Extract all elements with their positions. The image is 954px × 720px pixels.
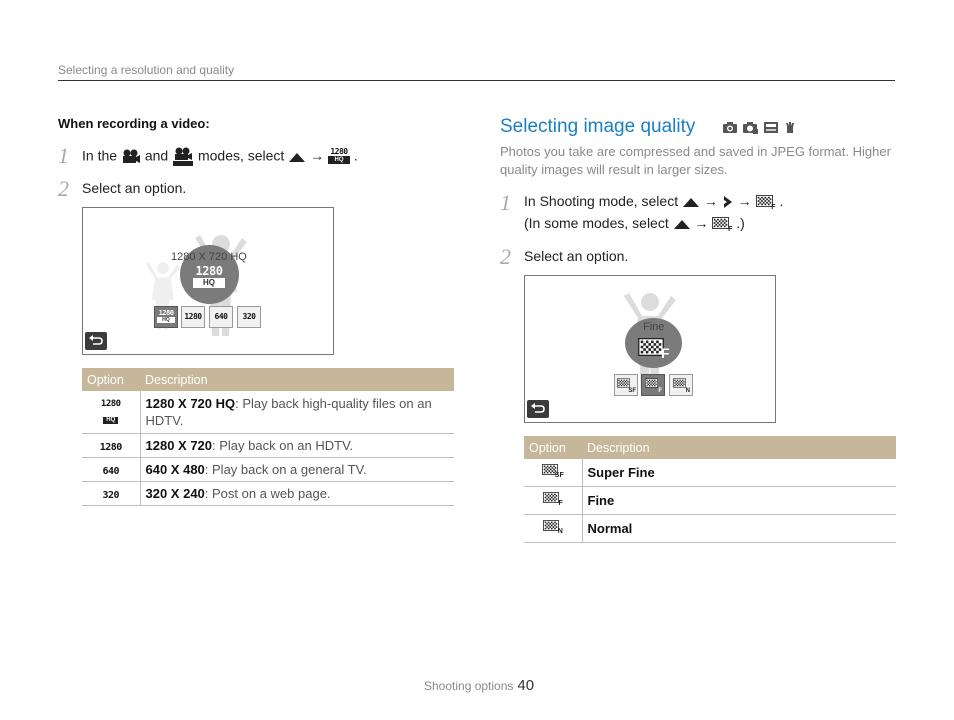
col-description: Description (140, 368, 454, 391)
screen-caption: 1280 X 720 HQ (171, 251, 247, 263)
step-text: In the (82, 147, 118, 164)
option-label: 1280 X 720 (145, 438, 213, 453)
table-row (524, 515, 896, 543)
table-row (82, 458, 454, 482)
quality-grid-icon (617, 378, 630, 388)
col-option: Option (524, 436, 582, 459)
quality-grid-icon (673, 378, 686, 388)
mode-icons (722, 120, 797, 139)
footer-section: Shooting options (424, 679, 514, 693)
option-label: 1280 X 720 HQ (145, 396, 236, 411)
table-row (524, 459, 896, 487)
step-text: (In some modes, select (524, 215, 669, 231)
right-step-2-text: Select an option. (524, 248, 629, 264)
table-row (82, 391, 454, 434)
step-number: 1 (500, 190, 511, 215)
option-description: : Play back high-quality files on an HDTV. (145, 396, 432, 428)
fine-icon: F (524, 487, 582, 515)
quality-fine-icon: F (712, 217, 732, 232)
step-text: In Shooting mode, select (524, 193, 679, 209)
table-row (82, 482, 454, 506)
right-step-1-line-1: In Shooting mode, select → → F . (524, 193, 784, 211)
footer (424, 677, 534, 694)
video-resolution-table (82, 368, 454, 506)
step-number: 2 (500, 244, 511, 269)
chevron-right-icon (722, 195, 734, 209)
option-640[interactable]: 640 (209, 306, 233, 328)
quality-letter: F (661, 345, 670, 361)
option-description: : Play back on an HDTV. (212, 438, 354, 453)
col-option: Option (82, 368, 140, 391)
option-label: 640 X 480 (145, 462, 205, 477)
back-button[interactable] (527, 400, 549, 418)
smart-movie-mode-icon (172, 147, 194, 167)
1280-icon: 1280 (82, 434, 140, 458)
left-step-2 (58, 176, 69, 202)
quality-fine-icon: F (756, 195, 776, 210)
step-number: 1 (58, 143, 69, 168)
back-arrow-icon (527, 400, 549, 418)
table-row (524, 487, 896, 515)
option-320[interactable]: 320 (237, 306, 261, 328)
arrow-glyph: → (694, 215, 709, 231)
option-normal[interactable]: N (669, 374, 693, 396)
option-label: Super Fine (587, 465, 655, 480)
step-number: 2 (58, 176, 69, 201)
right-step-2 (500, 244, 511, 270)
table-row (82, 434, 454, 458)
left-step-1 (58, 143, 69, 169)
option-fine[interactable]: F (641, 374, 665, 396)
col-description: Description (582, 436, 896, 459)
option-1280-hq[interactable]: 1280 HQ (154, 306, 178, 328)
option-label: 320 X 240 (145, 486, 205, 501)
page-number: 40 (517, 677, 535, 694)
super-fine-icon: SF (524, 459, 582, 487)
camera-icon (722, 121, 738, 134)
left-step-1-text: In the and modes, select → 1280 HQ . (82, 147, 358, 167)
section-title: Selecting image quality (500, 116, 696, 137)
left-step-2-text: Select an option. (82, 180, 187, 196)
1280-hq-icon: 1280 HQ (82, 391, 140, 434)
video-subheading: When recording a video: (58, 116, 210, 131)
image-quality-screen (524, 275, 776, 423)
1280-hq-icon: 1280 HQ (328, 147, 350, 167)
screen-caption: Fine (643, 321, 665, 333)
video-resolution-screen (82, 207, 334, 355)
back-arrow-icon (85, 332, 107, 350)
arrow-glyph: → (310, 147, 325, 164)
header-rule (58, 80, 895, 81)
right-step-1-line-2: (In some modes, select → F .) (524, 215, 745, 233)
option-description: : Play back on a general TV. (204, 462, 367, 477)
running-head: Selecting a resolution and quality (58, 63, 235, 77)
320-icon: 320 (82, 482, 140, 506)
right-step-1 (500, 190, 511, 216)
option-description: : Post on a web page. (204, 486, 331, 501)
option-label: Fine (587, 493, 615, 508)
program-camera-icon (742, 121, 758, 134)
movie-mode-icon (121, 149, 141, 165)
step-text: modes, select (197, 147, 285, 164)
option-super-fine[interactable]: SF (614, 374, 638, 396)
arrow-glyph: → (737, 193, 752, 209)
menu-triangle-icon (673, 218, 691, 230)
back-button[interactable] (85, 332, 107, 350)
option-1280[interactable]: 1280 (181, 306, 205, 328)
menu-triangle-icon (682, 196, 700, 208)
1280-hq-icon: 1280 HQ (193, 265, 225, 288)
section-intro: Photos you take are compressed and saved in JPEG format. Higher quality images will result in larger sizes. (500, 144, 891, 177)
image-quality-table (524, 436, 896, 543)
quality-grid-icon (645, 378, 658, 388)
step-text: and (144, 147, 169, 164)
dual-is-icon (783, 120, 797, 134)
640-icon: 640 (82, 458, 140, 482)
arrow-glyph: → (703, 193, 718, 209)
option-label: Normal (587, 521, 633, 536)
scene-mode-icon (763, 121, 779, 134)
normal-icon: N (524, 515, 582, 543)
menu-triangle-icon (288, 151, 306, 163)
